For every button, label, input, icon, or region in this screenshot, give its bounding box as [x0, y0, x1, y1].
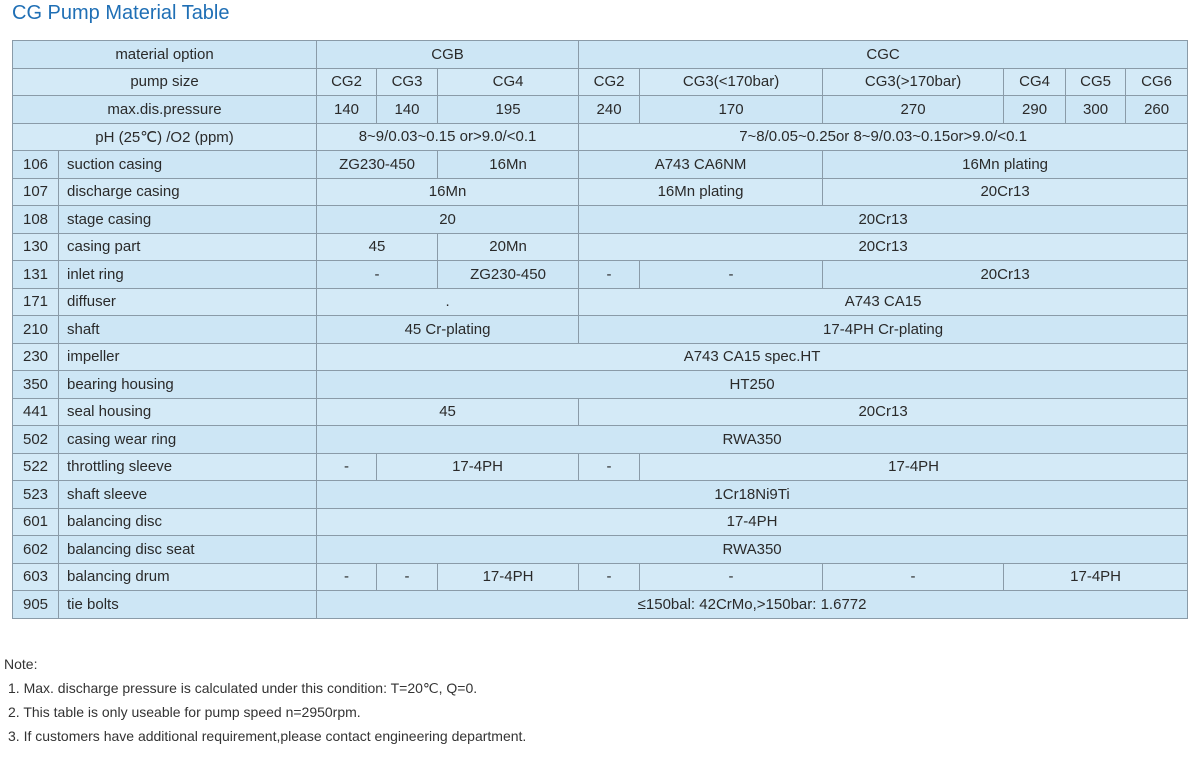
table-row [13, 591, 1188, 619]
header-cell: CGC [579, 41, 1188, 69]
part-name: seal housing [59, 398, 317, 426]
table-row [13, 151, 1188, 179]
table-cell: A743 CA6NM [579, 151, 823, 179]
table-cell: . [317, 288, 579, 316]
table-row [13, 398, 1188, 426]
part-name: inlet ring [59, 261, 317, 289]
table-row [13, 371, 1188, 399]
table-cell: 45 Cr-plating [317, 316, 579, 344]
table-cell: 17-4PH [438, 563, 579, 591]
table-cell: CG4 [438, 68, 579, 96]
notes-heading: Note: [4, 656, 38, 672]
part-name: tie bolts [59, 591, 317, 619]
table-row [13, 123, 1188, 151]
part-number: 210 [13, 316, 59, 344]
table-cell: CG3(<170bar) [640, 68, 823, 96]
table-cell: 260 [1126, 96, 1188, 124]
part-name: suction casing [59, 151, 317, 179]
table-cell: 17-4PH Cr-plating [579, 316, 1188, 344]
table-row [13, 261, 1188, 289]
table-cell: - [579, 453, 640, 481]
table-cell: ≤150bal: 42CrMo,>150bar: 1.6772 [317, 591, 1188, 619]
table-cell: 20Cr13 [579, 206, 1188, 234]
table-cell: 16Mn [438, 151, 579, 179]
table-row [13, 288, 1188, 316]
table-cell: - [579, 563, 640, 591]
part-name: impeller [59, 343, 317, 371]
table-cell: - [377, 563, 438, 591]
part-number: 108 [13, 206, 59, 234]
table-cell: A743 CA15 spec.HT [317, 343, 1188, 371]
part-number: 441 [13, 398, 59, 426]
part-name: balancing drum [59, 563, 317, 591]
table-cell: CG3(>170bar) [823, 68, 1004, 96]
table-cell: 140 [377, 96, 438, 124]
table-cell: CG2 [317, 68, 377, 96]
table-cell: - [317, 563, 377, 591]
table-cell: CG4 [1004, 68, 1066, 96]
table-cell: CG5 [1066, 68, 1126, 96]
table-row [13, 233, 1188, 261]
note-item: 2. This table is only useable for pump speed n=2950rpm. [8, 704, 361, 720]
table-cell: - [317, 261, 438, 289]
part-number: 602 [13, 536, 59, 564]
part-number: 106 [13, 151, 59, 179]
part-name: discharge casing [59, 178, 317, 206]
part-number: 603 [13, 563, 59, 591]
table-row [13, 508, 1188, 536]
part-name: balancing disc seat [59, 536, 317, 564]
part-name: stage casing [59, 206, 317, 234]
header-cell: CGB [317, 41, 579, 69]
table-cell: 7~8/0.05~0.25or 8~9/0.03~0.15or>9.0/<0.1 [579, 123, 1188, 151]
table-cell: ZG230-450 [317, 151, 438, 179]
page-title: CG Pump Material Table [12, 2, 230, 24]
part-number: 131 [13, 261, 59, 289]
table-cell: A743 CA15 [579, 288, 1188, 316]
part-name: shaft sleeve [59, 481, 317, 509]
header-cell: pump size [13, 68, 317, 96]
note-item: 1. Max. discharge pressure is calculated under this condition: T=20℃, Q=0. [8, 680, 478, 696]
table-cell: 16Mn plating [823, 151, 1188, 179]
table-cell: 16Mn plating [579, 178, 823, 206]
table-cell: ZG230-450 [438, 261, 579, 289]
part-number: 230 [13, 343, 59, 371]
table-cell: CG2 [579, 68, 640, 96]
table-cell: 17-4PH [1004, 563, 1188, 591]
table-row [13, 96, 1188, 124]
table-row [13, 536, 1188, 564]
table-cell: - [823, 563, 1004, 591]
table-cell: 170 [640, 96, 823, 124]
table-cell: - [640, 261, 823, 289]
part-name: throttling sleeve [59, 453, 317, 481]
header-cell: max.dis.pressure [13, 96, 317, 124]
part-number: 601 [13, 508, 59, 536]
table-row [13, 343, 1188, 371]
table-cell: 20Cr13 [823, 261, 1188, 289]
table-cell: 195 [438, 96, 579, 124]
table-cell: 17-4PH [640, 453, 1188, 481]
material-table [12, 40, 1188, 619]
table-cell: - [579, 261, 640, 289]
table-cell: RWA350 [317, 426, 1188, 454]
part-name: casing part [59, 233, 317, 261]
table-cell: 300 [1066, 96, 1126, 124]
table-cell: 1Cr18Ni9Ti [317, 481, 1188, 509]
header-cell: material option [13, 41, 317, 69]
table-cell: - [640, 563, 823, 591]
part-number: 502 [13, 426, 59, 454]
table-cell: 20Cr13 [823, 178, 1188, 206]
table-cell: 17-4PH [377, 453, 579, 481]
table-row [13, 481, 1188, 509]
part-name: diffuser [59, 288, 317, 316]
header-cell: pH (25℃) /O2 (ppm) [13, 123, 317, 151]
part-number: 523 [13, 481, 59, 509]
part-number: 350 [13, 371, 59, 399]
table-cell: 20Cr13 [579, 233, 1188, 261]
table-row [13, 426, 1188, 454]
table-cell: 16Mn [317, 178, 579, 206]
table-row [13, 563, 1188, 591]
table-cell: HT250 [317, 371, 1188, 399]
part-name: balancing disc [59, 508, 317, 536]
part-number: 522 [13, 453, 59, 481]
table-cell: CG6 [1126, 68, 1188, 96]
table-cell: RWA350 [317, 536, 1188, 564]
part-number: 107 [13, 178, 59, 206]
table-cell: 45 [317, 233, 438, 261]
table-cell: CG3 [377, 68, 438, 96]
table-row [13, 206, 1188, 234]
table-cell: 45 [317, 398, 579, 426]
table-cell: 8~9/0.03~0.15 or>9.0/<0.1 [317, 123, 579, 151]
part-name: casing wear ring [59, 426, 317, 454]
table-cell: 240 [579, 96, 640, 124]
table-cell: 20 [317, 206, 579, 234]
table-cell: 20Mn [438, 233, 579, 261]
part-name: shaft [59, 316, 317, 344]
table-row [13, 41, 1188, 69]
table-cell: 20Cr13 [579, 398, 1188, 426]
table-row [13, 68, 1188, 96]
part-name: bearing housing [59, 371, 317, 399]
table-row [13, 178, 1188, 206]
table-cell: - [317, 453, 377, 481]
table-row [13, 316, 1188, 344]
table-cell: 290 [1004, 96, 1066, 124]
table-cell: 270 [823, 96, 1004, 124]
table-cell: 140 [317, 96, 377, 124]
part-number: 130 [13, 233, 59, 261]
note-item: 3. If customers have additional requirement,please contact engineering department. [8, 728, 527, 744]
notes-section [4, 652, 526, 748]
table-cell: 17-4PH [317, 508, 1188, 536]
part-number: 171 [13, 288, 59, 316]
table-row [13, 453, 1188, 481]
part-number: 905 [13, 591, 59, 619]
